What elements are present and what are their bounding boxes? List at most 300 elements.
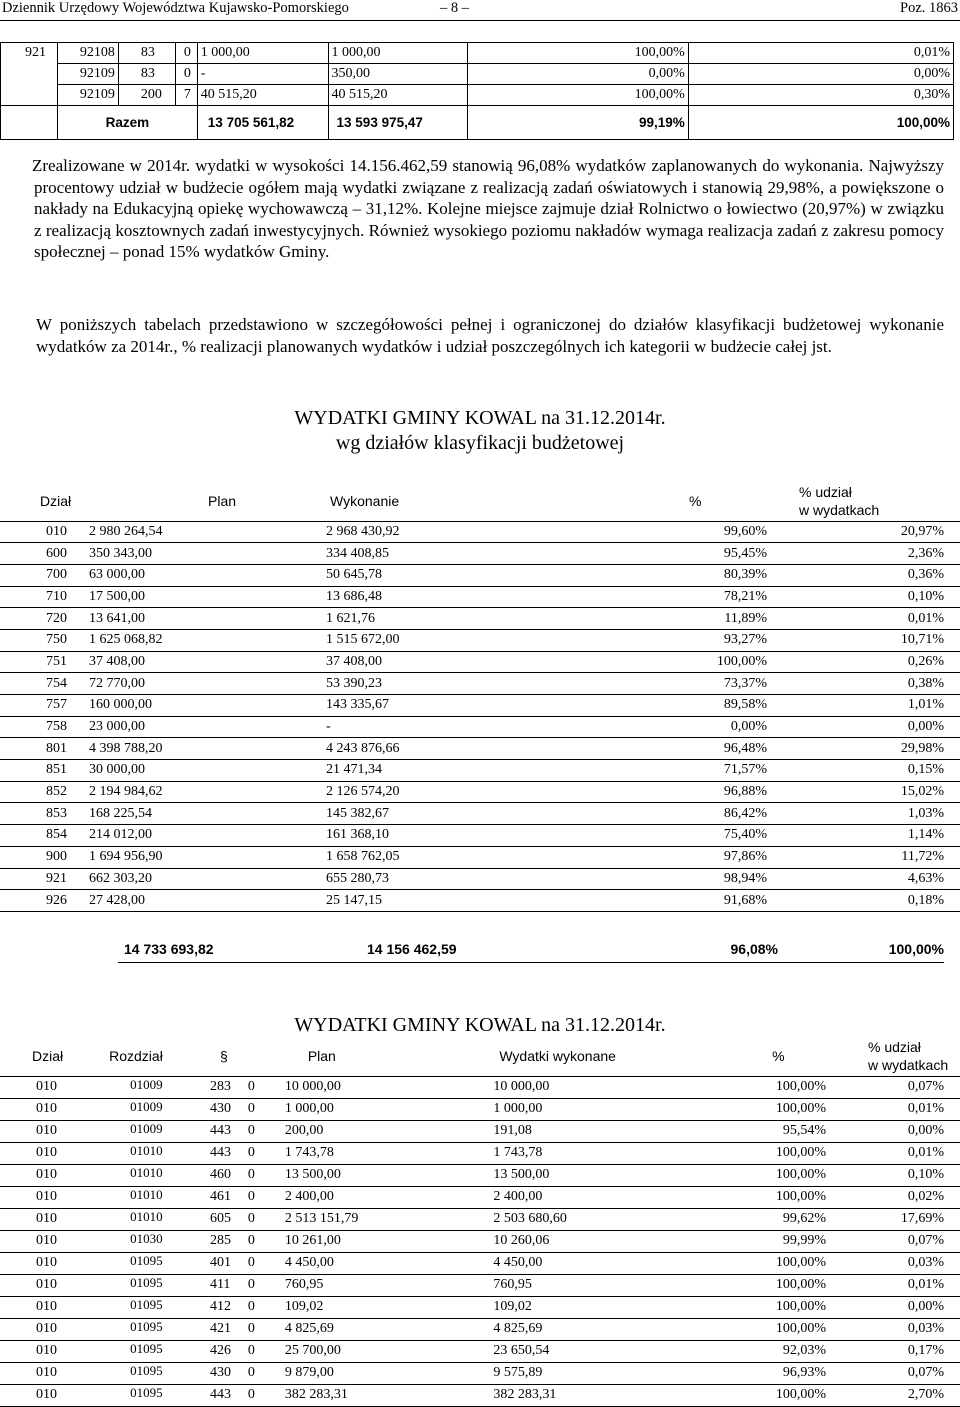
cell-dzial: 010 bbox=[0, 1362, 65, 1384]
table-row bbox=[0, 781, 960, 803]
cell-pos: 0 bbox=[246, 1186, 273, 1208]
cell-udzial: 0,15% bbox=[769, 760, 960, 782]
page-header bbox=[0, 0, 960, 21]
table-row bbox=[0, 738, 960, 760]
group-code: 921 bbox=[1, 43, 58, 106]
cell-dzial: 010 bbox=[0, 1274, 65, 1296]
cell-pct: 99,60% bbox=[541, 521, 769, 543]
cell-wykonane: 4 450,00 bbox=[482, 1252, 658, 1274]
table-row bbox=[0, 629, 960, 651]
sum-pct: 99,19% bbox=[468, 106, 689, 140]
cell-rozdzial bbox=[65, 1208, 206, 1230]
cell-pos: 0 bbox=[246, 1362, 273, 1384]
summary-paragraph bbox=[32, 155, 944, 263]
cell-udzial: 0,17% bbox=[828, 1340, 960, 1362]
cell-wykonanie: - bbox=[316, 716, 541, 738]
cell-pos: 0 bbox=[246, 1120, 273, 1142]
cell-wykonanie: 161 368,10 bbox=[316, 825, 541, 847]
cell-wykonane: 109,02 bbox=[482, 1296, 658, 1318]
rozdzial-code: 01095 bbox=[130, 1362, 163, 1378]
cell-rozdzial bbox=[65, 1274, 206, 1296]
cell-rozdzial bbox=[65, 1362, 206, 1384]
cell-pct: 100,00% bbox=[658, 1186, 828, 1208]
cell-dzial: 010 bbox=[0, 1318, 65, 1340]
cell-paragraf: 460 bbox=[206, 1164, 246, 1186]
cell-udzial: 0,18% bbox=[769, 890, 960, 912]
cell-plan: 40 515,20 bbox=[197, 85, 328, 106]
cell-pct: 0,00% bbox=[468, 64, 689, 85]
paragraph-1: Zrealizowane w 2014r. wydatki w wysokości 14.156.462,59 stanowią 96,08% wydatków zaplanowanych do wykonania. Najwyższy procentowy udział w budżecie ogółem mają wydatki związane z realizacją zadań oświatowych i stanowią 29,98%, a powiększone o nakłady na Edukacyjną opiekę wychowawczą – 31,12%. Kolejne miejsce zajmuje dział Rolnictwo o łowiectwo (20,97%) w związku z realizacją kosztownych zadań inwestycyjnych. Również wysokiego poziomu nakładów wymaga realizacja zadań z zakresu pomocy społecznej – ponad 15% wydatków Gminy. bbox=[32, 156, 944, 262]
cell-dzial: 010 bbox=[0, 1142, 65, 1164]
cell-rozdzial bbox=[65, 1076, 206, 1098]
table-row bbox=[0, 651, 960, 673]
cell-pct: 100,00% bbox=[658, 1252, 828, 1274]
cell-dzial: 010 bbox=[0, 521, 78, 543]
cell-wykonane: 2 400,00 bbox=[482, 1186, 658, 1208]
col2-pct: % bbox=[658, 1036, 828, 1076]
cell-plan: 200,00 bbox=[273, 1120, 483, 1142]
cell-udzial: 1,14% bbox=[769, 825, 960, 847]
cell-dzial: 010 bbox=[0, 1340, 65, 1362]
table-row bbox=[0, 846, 960, 868]
table-row bbox=[0, 586, 960, 608]
cell-rozdzial bbox=[65, 1186, 206, 1208]
cell-dzial: 700 bbox=[0, 564, 78, 586]
cell-dzial: 754 bbox=[0, 673, 78, 695]
cell-pos: 0 bbox=[246, 1296, 273, 1318]
cell-dzial: 854 bbox=[0, 825, 78, 847]
cell-plan: 160 000,00 bbox=[78, 695, 316, 717]
cell-plan: 109,02 bbox=[273, 1296, 483, 1318]
cell-udzial: 0,07% bbox=[828, 1076, 960, 1098]
col-udzial-line2: w wydatkach bbox=[799, 501, 880, 518]
cell-wykonane: 1 743,78 bbox=[482, 1142, 658, 1164]
cell-pct: 86,42% bbox=[541, 803, 769, 825]
cell-dzial: 010 bbox=[0, 1296, 65, 1318]
cell-dzial: 900 bbox=[0, 846, 78, 868]
cell-plan: 17 500,00 bbox=[78, 586, 316, 608]
cell-plan: 662 303,20 bbox=[78, 868, 316, 890]
cell-udzial: 0,00% bbox=[769, 716, 960, 738]
cell-rozdzial bbox=[65, 1230, 206, 1252]
cell-wykonane: 10 000,00 bbox=[482, 1076, 658, 1098]
cell-paragraf: 443 bbox=[206, 1384, 246, 1406]
cell-udzial: 2,36% bbox=[769, 543, 960, 565]
cell-dzial: 801 bbox=[0, 738, 78, 760]
table-row bbox=[0, 1384, 960, 1406]
cell-udzial: 0,01% bbox=[828, 1274, 960, 1296]
cell-wykonanie: 1 000,00 bbox=[328, 43, 468, 64]
table-row bbox=[1, 43, 954, 64]
cell-wykonanie: 143 335,67 bbox=[316, 695, 541, 717]
cell-udzial: 0,01% bbox=[828, 1098, 960, 1120]
cell-udzial: 10,71% bbox=[769, 629, 960, 651]
cell-paragraf: 83 bbox=[118, 43, 175, 64]
cell-plan: 9 879,00 bbox=[273, 1362, 483, 1384]
cell-dzial: 010 bbox=[0, 1230, 65, 1252]
sum-share: 100,00% bbox=[688, 106, 953, 140]
table-row bbox=[0, 1208, 960, 1230]
cell-plan: 2 194 984,62 bbox=[78, 781, 316, 803]
col-plan: Plan bbox=[78, 481, 316, 521]
cell-rozdzial bbox=[65, 1120, 206, 1142]
table-row bbox=[0, 673, 960, 695]
cell-wykonanie: 2 126 574,20 bbox=[316, 781, 541, 803]
cell-plan: 13 641,00 bbox=[78, 608, 316, 630]
cell-plan: 350 343,00 bbox=[78, 543, 316, 565]
cell-wykonane: 9 575,89 bbox=[482, 1362, 658, 1384]
table-row bbox=[0, 868, 960, 890]
table-row bbox=[0, 1296, 960, 1318]
cell-udzial: 20,97% bbox=[769, 521, 960, 543]
cell-dzial: 751 bbox=[0, 651, 78, 673]
rozdzial-code: 01009 bbox=[130, 1076, 163, 1092]
table-row bbox=[0, 1164, 960, 1186]
cell-paragraf: 412 bbox=[206, 1296, 246, 1318]
cell-udzial: 0,01% bbox=[769, 608, 960, 630]
table-row bbox=[0, 1230, 960, 1252]
cell-dzial: 010 bbox=[0, 1208, 65, 1230]
journal-name: Dziennik Urzędowy Województwa Kujawsko-Pomorskiego bbox=[2, 0, 349, 16]
cell-dzial: 750 bbox=[0, 629, 78, 651]
cell-plan: - bbox=[197, 64, 328, 85]
cell-dzial: 720 bbox=[0, 608, 78, 630]
cell-udzial: 0,01% bbox=[688, 43, 953, 64]
col-udzial-line1: % udział bbox=[799, 483, 852, 500]
cell-wykonanie: 2 968 430,92 bbox=[316, 521, 541, 543]
cell-pct: 100,00% bbox=[658, 1164, 828, 1186]
cell-rozdzial bbox=[65, 1164, 206, 1186]
sum-label: Razem bbox=[57, 106, 197, 140]
table-row bbox=[0, 803, 960, 825]
cell-plan: 72 770,00 bbox=[78, 673, 316, 695]
cell-pct: 95,54% bbox=[658, 1120, 828, 1142]
cell-pct: 100,00% bbox=[658, 1076, 828, 1098]
cell-pct: 96,93% bbox=[658, 1362, 828, 1384]
cell-pct: 73,37% bbox=[541, 673, 769, 695]
cell-udzial: 0,26% bbox=[769, 651, 960, 673]
cell-pct: 100,00% bbox=[658, 1274, 828, 1296]
rozdzial-code: 01095 bbox=[130, 1252, 163, 1268]
col-wykonanie: Wykonanie bbox=[316, 481, 541, 521]
cell-pct: 92,03% bbox=[658, 1340, 828, 1362]
col2-udzial bbox=[828, 1036, 960, 1076]
cell-dzial: 010 bbox=[0, 1186, 65, 1208]
cell-paragraf: 411 bbox=[206, 1274, 246, 1296]
cell-dzial: 851 bbox=[0, 760, 78, 782]
cell-wykonanie: 50 645,78 bbox=[316, 564, 541, 586]
cell-pct: 98,94% bbox=[541, 868, 769, 890]
cell-dzial: 010 bbox=[0, 1076, 65, 1098]
col-udzial bbox=[769, 481, 960, 521]
cell-pct: 100,00% bbox=[541, 651, 769, 673]
cell-pos: 0 bbox=[246, 1142, 273, 1164]
table-row bbox=[0, 1318, 960, 1340]
cell-paragraf: 200 bbox=[118, 85, 175, 106]
cell-rozdzial bbox=[65, 1318, 206, 1340]
col2-executed: Wydatki wykonane bbox=[482, 1036, 658, 1076]
cell-paragraf: 443 bbox=[206, 1120, 246, 1142]
cell-udzial: 0,10% bbox=[828, 1164, 960, 1186]
cell-pos: 0 bbox=[246, 1230, 273, 1252]
cell-paragraf: 401 bbox=[206, 1252, 246, 1274]
cell-wykonanie: 25 147,15 bbox=[316, 890, 541, 912]
rozdzial-code: 01095 bbox=[130, 1274, 163, 1290]
total-plan: 14 733 693,82 bbox=[124, 941, 214, 957]
cell-udzial: 2,70% bbox=[828, 1384, 960, 1406]
cell-pct: 100,00% bbox=[658, 1142, 828, 1164]
cell-wykonane: 191,08 bbox=[482, 1120, 658, 1142]
section1-title: WYDATKI GMINY KOWAL na 31.12.2014r. bbox=[294, 407, 666, 429]
cell-rozdzial bbox=[65, 1098, 206, 1120]
cell-paragraf: 430 bbox=[206, 1362, 246, 1384]
expenses-detailed-table bbox=[0, 1036, 960, 1407]
cell-udzial: 1,03% bbox=[769, 803, 960, 825]
cell-plan: 63 000,00 bbox=[78, 564, 316, 586]
cell-plan: 2 980 264,54 bbox=[78, 521, 316, 543]
cell-wykonane: 2 503 680,60 bbox=[482, 1208, 658, 1230]
cell-udzial: 0,07% bbox=[828, 1362, 960, 1384]
cell-pos: 0 bbox=[175, 64, 197, 85]
total-rule bbox=[118, 962, 944, 963]
table-row bbox=[0, 1340, 960, 1362]
cell-paragraf: 430 bbox=[206, 1098, 246, 1120]
cell-dzial: 926 bbox=[0, 890, 78, 912]
col-dzial: Dział bbox=[0, 481, 78, 521]
cell-udzial: 0,01% bbox=[828, 1142, 960, 1164]
cell-plan: 2 400,00 bbox=[273, 1186, 483, 1208]
cell-pos: 7 bbox=[175, 85, 197, 106]
table-row bbox=[0, 1142, 960, 1164]
cell-paragraf: 426 bbox=[206, 1340, 246, 1362]
cell-plan: 27 428,00 bbox=[78, 890, 316, 912]
cell-plan: 13 500,00 bbox=[273, 1164, 483, 1186]
cell-wykonane: 13 500,00 bbox=[482, 1164, 658, 1186]
col2-paragraph: § bbox=[206, 1036, 246, 1076]
cell-wykonanie: 655 280,73 bbox=[316, 868, 541, 890]
cell-dzial: 010 bbox=[0, 1384, 65, 1406]
cell-wykonanie: 40 515,20 bbox=[328, 85, 468, 106]
cell-wykonanie: 1 658 762,05 bbox=[316, 846, 541, 868]
cell-udzial: 0,03% bbox=[828, 1252, 960, 1274]
table-row bbox=[0, 1076, 960, 1098]
cell-pct: 95,45% bbox=[541, 543, 769, 565]
sum-plan: 13 705 561,82 bbox=[197, 106, 328, 140]
cell-wykonanie: 1 515 672,00 bbox=[316, 629, 541, 651]
cell-rozdzial bbox=[65, 1384, 206, 1406]
cell-plan: 1 000,00 bbox=[197, 43, 328, 64]
cell-paragraf: 461 bbox=[206, 1186, 246, 1208]
table-row bbox=[0, 1362, 960, 1384]
rozdzial-code: 01095 bbox=[130, 1296, 163, 1312]
cell-wykonanie: 37 408,00 bbox=[316, 651, 541, 673]
cell-dzial: 010 bbox=[0, 1252, 65, 1274]
cell-wykonanie: 53 390,23 bbox=[316, 673, 541, 695]
cell-rozdzial bbox=[65, 1142, 206, 1164]
rozdzial-code: 01010 bbox=[130, 1186, 163, 1202]
cell-udzial: 0,07% bbox=[828, 1230, 960, 1252]
cell-wykonanie: 350,00 bbox=[328, 64, 468, 85]
rozdzial-code: 01009 bbox=[130, 1098, 163, 1114]
cell-pct: 100,00% bbox=[658, 1098, 828, 1120]
cell-pct: 96,48% bbox=[541, 738, 769, 760]
cell-pct: 93,27% bbox=[541, 629, 769, 651]
rozdzial-code: 01030 bbox=[130, 1230, 163, 1246]
total-executed: 14 156 462,59 bbox=[367, 941, 457, 957]
cell-dzial: 852 bbox=[0, 781, 78, 803]
cell-wykonanie: 4 243 876,66 bbox=[316, 738, 541, 760]
cell-pct: 96,88% bbox=[541, 781, 769, 803]
cell-dzial: 010 bbox=[0, 1098, 65, 1120]
cell-dzial: 600 bbox=[0, 543, 78, 565]
cell-plan: 23 000,00 bbox=[78, 716, 316, 738]
table-row bbox=[0, 760, 960, 782]
table-row bbox=[0, 695, 960, 717]
cell-plan: 10 000,00 bbox=[273, 1076, 483, 1098]
section1-subtitle: wg działów klasyfikacji budżetowej bbox=[335, 432, 625, 454]
cell-plan: 37 408,00 bbox=[78, 651, 316, 673]
intro-paragraph bbox=[36, 314, 944, 357]
cell-plan: 2 513 151,79 bbox=[273, 1208, 483, 1230]
table-row bbox=[0, 1186, 960, 1208]
cell-pos: 0 bbox=[246, 1098, 273, 1120]
col2-udzial-line1: % udział bbox=[867, 1038, 921, 1055]
paragraph-2: W poniższych tabelach przedstawiono w szczegółowości pełnej i ograniczonej do działów klasyfikacji budżetowej wykonanie wydatków za 2014r., % realizacji planowanych wydatków i udział poszczególnych ich kategorii w budżecie całej jst. bbox=[36, 315, 944, 356]
cell-rozdzial bbox=[65, 1296, 206, 1318]
cell-plan: 4 398 788,20 bbox=[78, 738, 316, 760]
cell-paragraf: 421 bbox=[206, 1318, 246, 1340]
expenses-by-department-table bbox=[0, 481, 960, 912]
position-number: Poz. 1863 bbox=[900, 0, 958, 16]
cell-dzial: 757 bbox=[0, 695, 78, 717]
table-row bbox=[0, 1274, 960, 1296]
col-pct: % bbox=[541, 481, 769, 521]
cell-rozdzial bbox=[65, 1340, 206, 1362]
cell-plan: 30 000,00 bbox=[78, 760, 316, 782]
table-row bbox=[0, 716, 960, 738]
cell-udzial: 0,10% bbox=[769, 586, 960, 608]
table-row bbox=[1, 64, 954, 85]
cell-plan: 168 225,54 bbox=[78, 803, 316, 825]
table-row bbox=[0, 890, 960, 912]
cell-paragraf: 285 bbox=[206, 1230, 246, 1252]
cell-plan: 10 261,00 bbox=[273, 1230, 483, 1252]
sum-row bbox=[1, 106, 954, 140]
cell-wykonane: 1 000,00 bbox=[482, 1098, 658, 1120]
cell-plan: 4 450,00 bbox=[273, 1252, 483, 1274]
rozdzial-code: 01010 bbox=[130, 1142, 163, 1158]
cell-pct: 11,89% bbox=[541, 608, 769, 630]
rozdzial-code: 01095 bbox=[130, 1384, 163, 1400]
table-row bbox=[0, 1120, 960, 1142]
cell-dzial: 921 bbox=[0, 868, 78, 890]
cell-dzial: 010 bbox=[0, 1120, 65, 1142]
cell-udzial: 0,00% bbox=[688, 64, 953, 85]
cell-udzial: 0,38% bbox=[769, 673, 960, 695]
cell-pct: 78,21% bbox=[541, 586, 769, 608]
col2-udzial-line2: w wydatkach bbox=[867, 1056, 949, 1073]
table-row bbox=[0, 1252, 960, 1274]
rozdzial-code: 01009 bbox=[130, 1120, 163, 1136]
cell-wykonanie: 1 621,76 bbox=[316, 608, 541, 630]
cell-udzial: 15,02% bbox=[769, 781, 960, 803]
col2-empty bbox=[246, 1036, 273, 1076]
cell-pct: 100,00% bbox=[658, 1296, 828, 1318]
cell-pos: 0 bbox=[175, 43, 197, 64]
cell-pos: 0 bbox=[246, 1340, 273, 1362]
rozdzial-code: 01010 bbox=[130, 1208, 163, 1224]
cell-wykonanie: 21 471,34 bbox=[316, 760, 541, 782]
cell-wykonanie: 145 382,67 bbox=[316, 803, 541, 825]
cell-plan: 382 283,31 bbox=[273, 1384, 483, 1406]
cell-pct: 0,00% bbox=[541, 716, 769, 738]
section2-title: WYDATKI GMINY KOWAL na 31.12.2014r. bbox=[294, 1014, 666, 1036]
rozdzial-code: 01010 bbox=[130, 1164, 163, 1180]
cell-plan: 214 012,00 bbox=[78, 825, 316, 847]
cell-wykonanie: 13 686,48 bbox=[316, 586, 541, 608]
sum-executed: 13 593 975,47 bbox=[328, 106, 468, 140]
cell-rozdzial: 92108 bbox=[57, 43, 118, 64]
cell-pos: 0 bbox=[246, 1318, 273, 1340]
cell-pct: 100,00% bbox=[658, 1318, 828, 1340]
total-pct: 96,08% bbox=[730, 941, 778, 957]
cell-wykonanie: 334 408,85 bbox=[316, 543, 541, 565]
cell-pct: 89,58% bbox=[541, 695, 769, 717]
cell-paragraf: 83 bbox=[118, 64, 175, 85]
cell-pos: 0 bbox=[246, 1208, 273, 1230]
cell-dzial: 010 bbox=[0, 1164, 65, 1186]
cell-pct: 97,86% bbox=[541, 846, 769, 868]
rozdzial-code: 01095 bbox=[130, 1318, 163, 1334]
cell-pos: 0 bbox=[246, 1076, 273, 1098]
cell-udzial: 0,36% bbox=[769, 564, 960, 586]
cell-pos: 0 bbox=[246, 1164, 273, 1186]
table-row bbox=[1, 85, 954, 106]
table-row bbox=[0, 608, 960, 630]
cell-wykonane: 23 650,54 bbox=[482, 1340, 658, 1362]
cell-pct: 91,68% bbox=[541, 890, 769, 912]
cell-pct: 100,00% bbox=[658, 1384, 828, 1406]
cell-udzial: 4,63% bbox=[769, 868, 960, 890]
cell-pct: 100,00% bbox=[468, 85, 689, 106]
cell-udzial: 0,00% bbox=[828, 1296, 960, 1318]
cell-pct: 71,57% bbox=[541, 760, 769, 782]
cell-plan: 25 700,00 bbox=[273, 1340, 483, 1362]
table-row bbox=[0, 543, 960, 565]
cell-wykonane: 4 825,69 bbox=[482, 1318, 658, 1340]
table-row bbox=[0, 521, 960, 543]
col2-rozdzial: Rozdział bbox=[65, 1036, 206, 1076]
cell-pct: 100,00% bbox=[468, 43, 689, 64]
cell-dzial: 758 bbox=[0, 716, 78, 738]
cell-udzial: 11,72% bbox=[769, 846, 960, 868]
page-number: – 8 – bbox=[440, 0, 469, 16]
cell-paragraf: 283 bbox=[206, 1076, 246, 1098]
cell-udzial: 29,98% bbox=[769, 738, 960, 760]
cell-pos: 0 bbox=[246, 1252, 273, 1274]
sum-blank bbox=[1, 106, 58, 140]
table-row bbox=[0, 825, 960, 847]
cell-plan: 760,95 bbox=[273, 1274, 483, 1296]
cell-udzial: 0,02% bbox=[828, 1186, 960, 1208]
cell-pos: 0 bbox=[246, 1274, 273, 1296]
cell-wykonane: 10 260,06 bbox=[482, 1230, 658, 1252]
cell-pct: 80,39% bbox=[541, 564, 769, 586]
table-row bbox=[0, 564, 960, 586]
cell-plan: 4 825,69 bbox=[273, 1318, 483, 1340]
cell-udzial: 0,30% bbox=[688, 85, 953, 106]
cell-udzial: 0,03% bbox=[828, 1318, 960, 1340]
